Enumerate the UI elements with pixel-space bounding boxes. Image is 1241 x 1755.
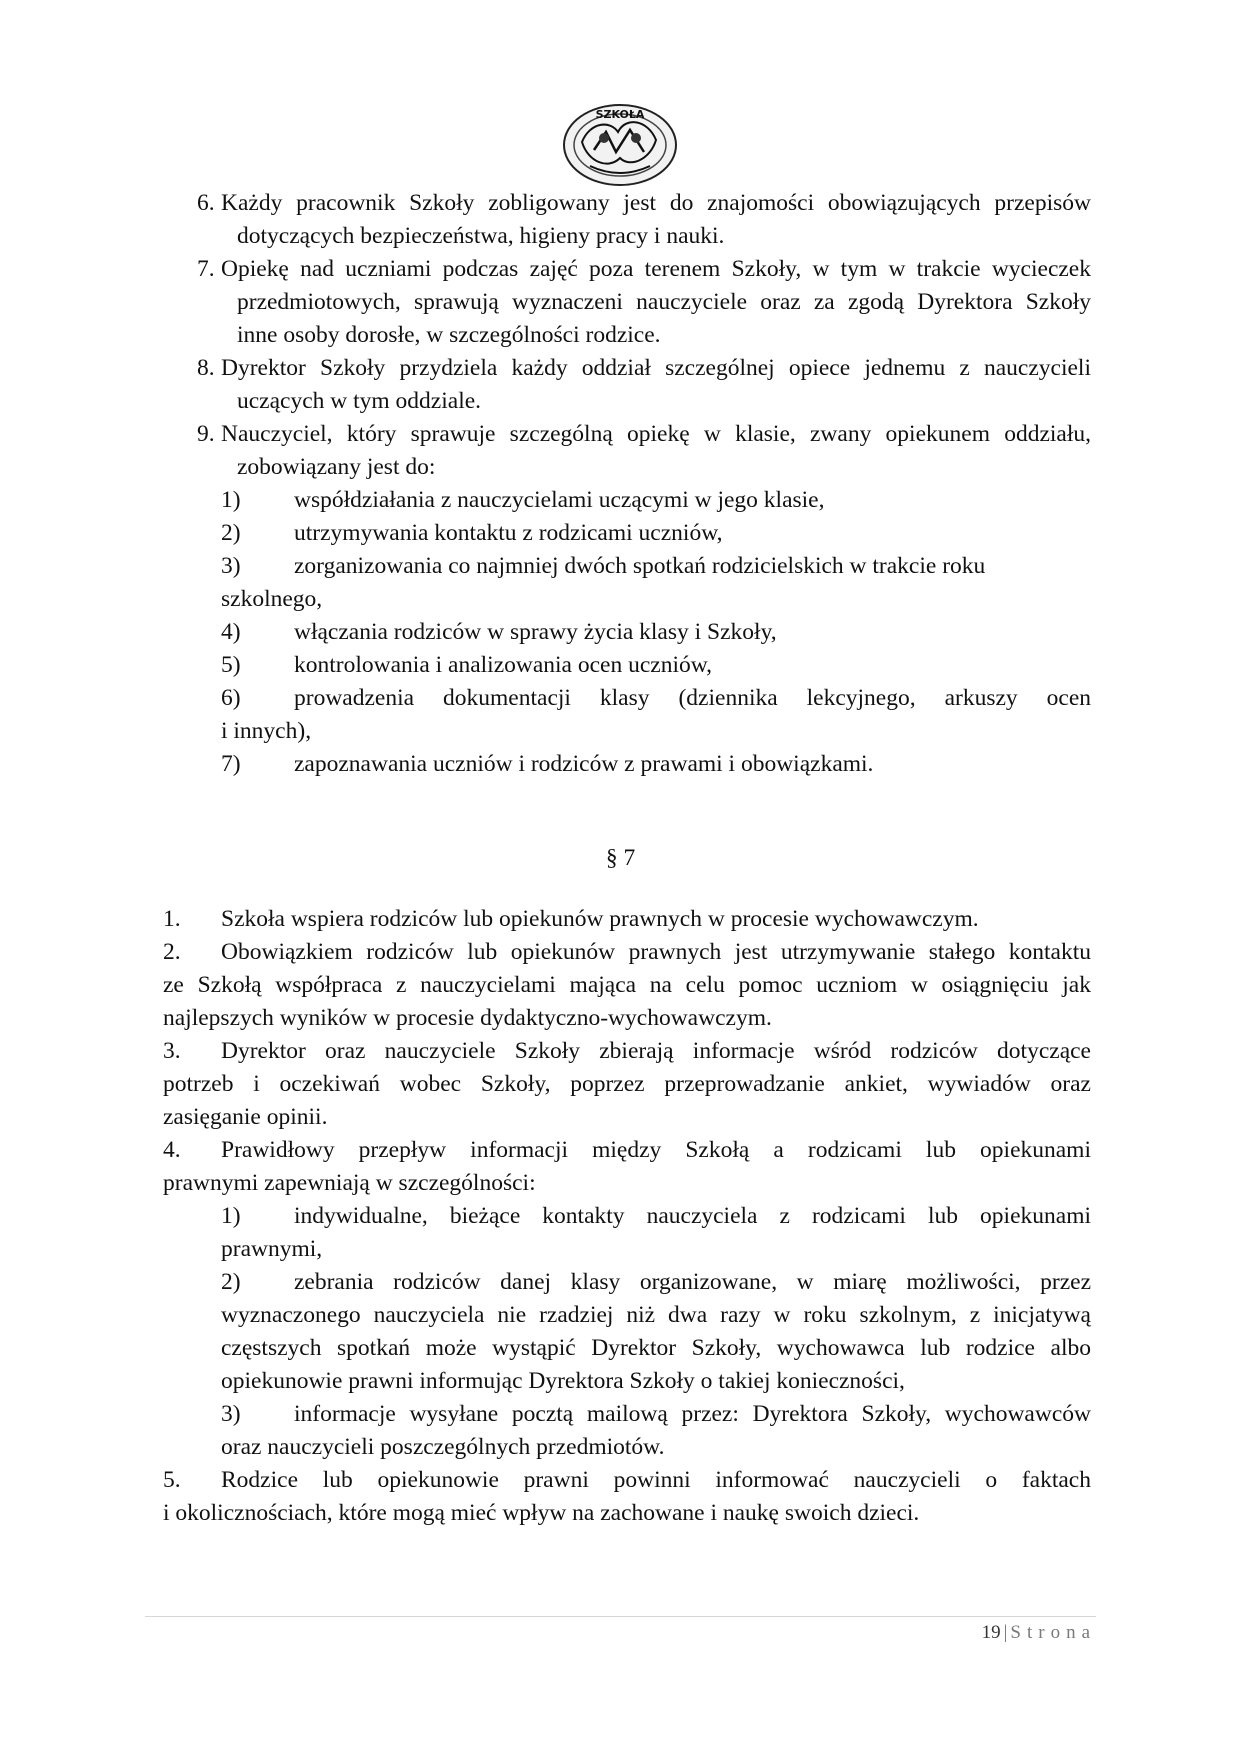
section-item-number: 1. [163,906,181,932]
section-item-number: 2. [163,939,181,965]
item-line: dotyczących bezpieczeństwa, higieny pracy i nauki. [237,223,725,249]
subitem-text: zebrania rodziców danej klasy organizowane, w miarę możliwości, przez [294,1269,1091,1295]
section-item-continuation: ze Szkołą współpraca z nauczycielami mająca na celu pomoc uczniom w osiągnięciu jak [163,972,1091,998]
item-line: przedmiotowych, sprawują wyznaczeni nauczyciele oraz za zgodą Dyrektora Szkoły [237,289,1091,315]
item-number: 9. [197,421,215,447]
item-line: Opiekę nad uczniami podczas zajęć poza terenem Szkoły, w tym w trakcie wycieczek [221,256,1091,282]
section-item-number: 5. [163,1467,181,1493]
section-item-continuation: potrzeb i oczekiwań wobec Szkoły, poprzez przeprowadzanie ankiet, wywiadów oraz [163,1071,1091,1097]
subitem-continuation: wyznaczonego nauczyciela nie rzadziej niż dwa razy w roku szkolnym, z inicjatywą [221,1302,1091,1328]
footer-separator: | [1003,1622,1008,1643]
item-number: 7. [197,256,215,282]
section-item-text: Dyrektor oraz nauczyciele Szkoły zbierają informacje wśród rodziców dotyczące [221,1038,1091,1064]
svg-text:SZKOŁA: SZKOŁA [595,108,645,121]
section-item-text: Rodzice lub opiekunowie prawni powinni informować nauczycieli o faktach [221,1467,1091,1493]
section-item-number: 4. [163,1137,181,1163]
subitem-text: indywidualne, bieżące kontakty nauczyciela z rodzicami lub opiekunami [294,1203,1091,1229]
subitem-number: 4) [221,619,241,645]
section-item-text: Prawidłowy przepływ informacji między Szkołą a rodzicami lub opiekunami [221,1137,1091,1163]
item-number: 6. [197,190,215,216]
subitem-continuation: oraz nauczycieli poszczególnych przedmiotów. [221,1434,665,1460]
school-emblem-logo [560,102,680,188]
subitem-number: 2) [221,1269,241,1295]
section-item-continuation: prawnymi zapewniają w szczególności: [163,1170,536,1196]
footer-divider [145,1616,1096,1617]
item-line: uczących w tym oddziale. [237,388,482,414]
page-number: 19 [981,1622,1001,1643]
subitem-continuation: i innych), [221,718,312,744]
section-item-continuation: najlepszych wyników w procesie dydaktyczno-wychowawczym. [163,1005,772,1031]
subitem-text: współdziałania z nauczycielami uczącymi w jego klasie, [294,487,825,513]
subitem-continuation: częstszych spotkań może wystąpić Dyrektor Szkoły, wychowawca lub rodzice albo [221,1335,1091,1361]
subitem-text: włączania rodziców w sprawy życia klasy i Szkoły, [294,619,777,645]
subitem-number: 1) [221,1203,241,1229]
subitem-continuation: prawnymi, [221,1236,323,1262]
section-item-continuation: i okolicznościach, które mogą mieć wpływ na zachowane i naukę swoich dzieci. [163,1500,920,1526]
subitem-number: 3) [221,1401,241,1427]
section-title: § 7 [605,845,636,871]
item-line: zobowiązany jest do: [237,454,436,480]
subitem-text: zorganizowania co najmniej dwóch spotkań rodzicielskich w trakcie roku [294,553,986,579]
section-item-number: 3. [163,1038,181,1064]
item-line: Nauczyciel, który sprawuje szczególną opiekę w klasie, zwany opiekunem oddziału, [221,421,1091,447]
page-footer [982,1620,1096,1646]
subitem-continuation: opiekunowie prawni informując Dyrektora Szkoły o takiej konieczności, [221,1368,905,1394]
item-number: 8. [197,355,215,381]
subitem-number: 7) [221,751,241,777]
subitem-continuation: szkolnego, [221,586,323,612]
footer-page-word: Strona [1010,1622,1096,1643]
section-item-text: Szkoła wspiera rodziców lub opiekunów prawnych w procesie wychowawczym. [221,906,979,932]
subitem-number: 2) [221,520,241,546]
subitem-number: 3) [221,553,241,579]
subitem-text: utrzymywania kontaktu z rodzicami uczniów, [294,520,723,546]
item-line: Każdy pracownik Szkoły zobligowany jest do znajomości obowiązujących przepisów [221,190,1091,216]
subitem-text: zapoznawania uczniów i rodziców z prawami i obowiązkami. [294,751,874,777]
item-line: Dyrektor Szkoły przydziela każdy oddział szczególnej opiece jednemu z nauczycieli [221,355,1091,381]
subitem-text: kontrolowania i analizowania ocen uczniów, [294,652,713,678]
item-line: inne osoby dorosłe, w szczególności rodzice. [237,322,661,348]
subitem-text: prowadzenia dokumentacji klasy (dziennika lekcyjnego, arkuszy ocen [294,685,1091,711]
section-item-continuation: zasięganie opinii. [163,1104,328,1130]
subitem-number: 5) [221,652,241,678]
subitem-number: 6) [221,685,241,711]
section-item-text: Obowiązkiem rodziców lub opiekunów prawnych jest utrzymywanie stałego kontaktu [221,939,1091,965]
subitem-text: informacje wysyłane pocztą mailową przez: Dyrektora Szkoły, wychowawców [294,1401,1091,1427]
subitem-number: 1) [221,487,241,513]
